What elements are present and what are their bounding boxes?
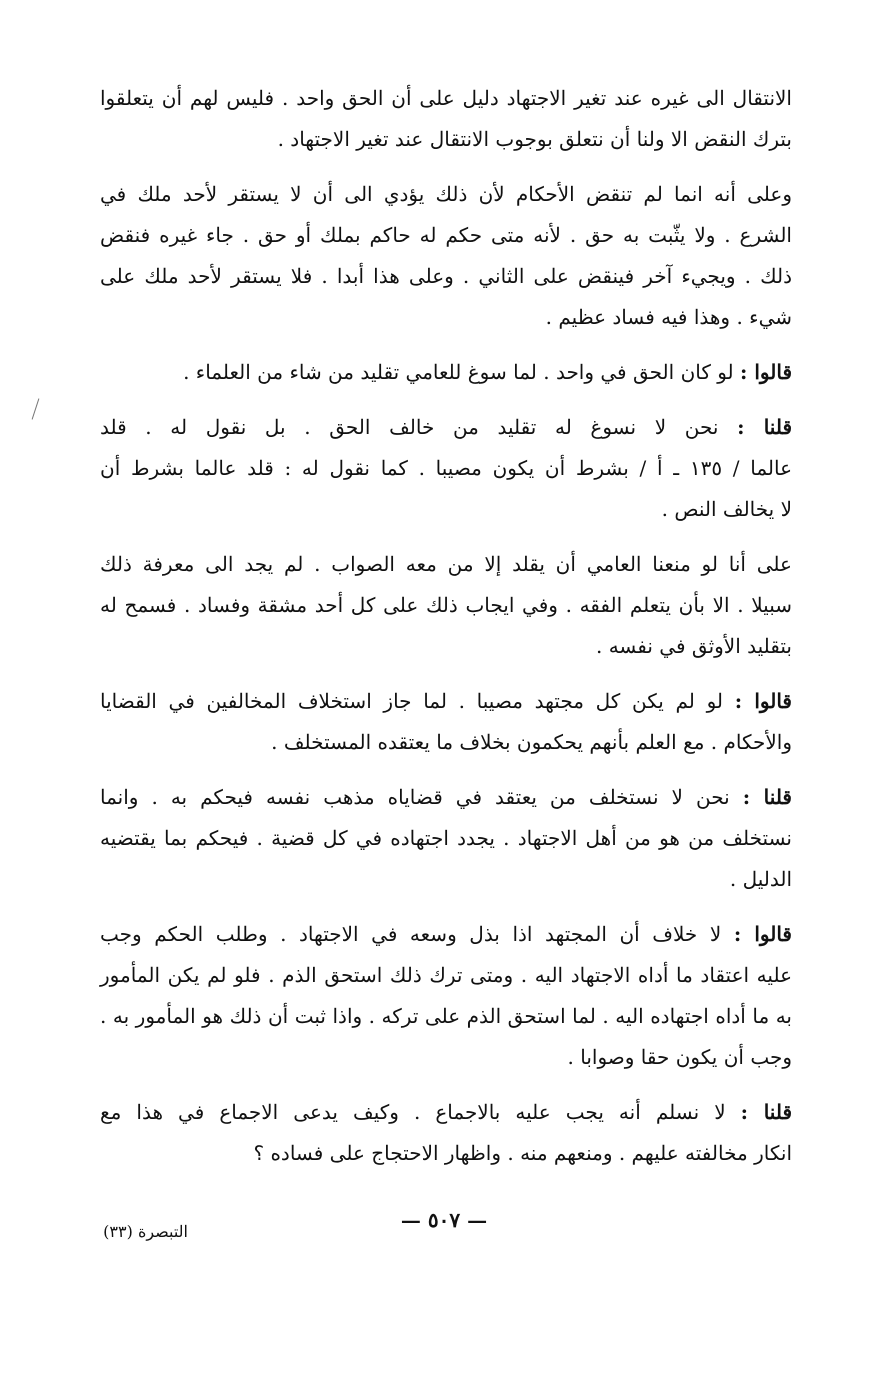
line-text: به ما أداه اجتهاده اليه . لما استحق الذم على تركه . واذا ثبت أن ذلك هو المأمور به . xyxy=(100,1004,792,1028)
paragraph xyxy=(100,544,792,667)
speaker-keyword: قلنا : xyxy=(740,1100,793,1124)
text-line xyxy=(100,256,792,297)
line-text: لا خلاف أن المجتهد اذا بذل وسعه في الاجتهاد . وطلب الحكم وجب xyxy=(100,922,734,946)
text-line xyxy=(100,955,792,996)
text-line xyxy=(100,777,792,818)
speaker-keyword: قلنا : xyxy=(737,415,793,439)
text-line xyxy=(100,626,792,667)
line-text: وعلى أنه انما لم تنقض الأحكام لأن ذلك يؤدي الى أن لا يستقر لأحد ملك في xyxy=(100,182,792,206)
line-text: نحن لا نسوغ له تقليد من خالف الحق . بل نقول له . قلد xyxy=(100,415,738,439)
text-line xyxy=(100,1037,792,1078)
text-line xyxy=(100,818,792,859)
line-text: عالما / ١٣٥ ـ أ / بشرط أن يكون مصيبا . كما نقول له : قلد عالما بشرط أن xyxy=(100,456,792,480)
paragraph xyxy=(100,407,792,530)
text-line xyxy=(100,1092,792,1133)
text-line xyxy=(100,215,792,256)
line-text: عليه اعتقاد ما أداه الاجتهاد اليه . ومتى ترك ذلك استحق الذم . فلو لم يكن المأمور xyxy=(100,963,792,987)
paragraph xyxy=(100,174,792,338)
text-line xyxy=(100,544,792,585)
text-line xyxy=(100,914,792,955)
text-line xyxy=(100,78,792,119)
text-line xyxy=(100,585,792,626)
line-text: انكار مخالفته عليهم . ومنعهم منه . واظهار الاحتجاج على فساده ؟ xyxy=(253,1141,792,1165)
line-text: سبيلا . الا بأن يتعلم الفقه . وفي ايجاب ذلك على كل أحد مشقة وفساد . فسمح له xyxy=(100,593,792,617)
line-text: لا نسلم أنه يجب عليه بالاجماع . وكيف يدعى الاجماع في هذا مع xyxy=(100,1100,741,1124)
line-text: على أنا لو منعنا العامي أن يقلد إلا من معه الصواب . لم يجد الى معرفة ذلك xyxy=(100,552,792,576)
text-line xyxy=(100,996,792,1037)
text-line xyxy=(100,859,792,900)
text-line xyxy=(100,722,792,763)
line-text: ذلك . ويجيء آخر فينقض على الثاني . وعلى هذا أبدا . فلا يستقر لأحد ملك على xyxy=(100,264,792,288)
speaker-keyword: قالوا : xyxy=(734,689,792,713)
body-text xyxy=(100,78,792,1188)
text-line xyxy=(100,174,792,215)
speaker-keyword: قالوا : xyxy=(740,360,792,384)
line-text: الدليل . xyxy=(729,867,792,891)
line-text: لا يخالف النص . xyxy=(661,497,792,521)
line-text: شيء . وهذا فيه فساد عظيم . xyxy=(545,305,792,329)
line-text: وجب أن يكون حقا وصوابا . xyxy=(567,1045,792,1069)
speaker-keyword: قالوا : xyxy=(733,922,792,946)
text-line xyxy=(100,407,792,448)
paragraph xyxy=(100,1092,792,1174)
line-text: الانتقال الى غيره عند تغير الاجتهاد دليل على أن الحق واحد . فليس لهم أن يتعلقوا xyxy=(100,86,792,110)
line-text: بترك النقض الا ولنا أن نتعلق بوجوب الانتقال عند تغير الاجتهاد . xyxy=(277,127,792,151)
line-text: الشرع . ولا يثّبت به حق . لأنه متى حكم له حاكم بملك أو حق . جاء غيره فنقض xyxy=(100,223,792,247)
text-line xyxy=(100,681,792,722)
signature-mark: التبصرة (٣٣) xyxy=(103,1222,188,1241)
page-number: — ٥٠٧ — xyxy=(400,1208,488,1232)
paragraph xyxy=(100,78,792,160)
text-line xyxy=(100,297,792,338)
text-line xyxy=(100,1133,792,1174)
margin-mark xyxy=(32,398,40,419)
text-line xyxy=(100,352,792,393)
paragraph xyxy=(100,914,792,1078)
line-text: لو كان الحق في واحد . لما سوغ للعامي تقليد من شاء من العلماء . xyxy=(183,360,741,384)
paragraph xyxy=(100,352,792,393)
speaker-keyword: قلنا : xyxy=(742,785,792,809)
line-text: والأحكام . مع العلم بأنهم يحكمون بخلاف ما يعتقده المستخلف . xyxy=(271,730,792,754)
paragraph xyxy=(100,777,792,900)
line-text: بتقليد الأوثق في نفسه . xyxy=(595,634,792,658)
paragraph xyxy=(100,681,792,763)
line-text: نحن لا نستخلف من يعتقد في قضاياه مذهب نفسه فيحكم به . وانما xyxy=(100,785,743,809)
text-line xyxy=(100,489,792,530)
line-text: لو لم يكن كل مجتهد مصيبا . لما جاز استخلاف المخالفين في القضايا xyxy=(100,689,735,713)
text-line xyxy=(100,448,792,489)
text-line xyxy=(100,119,792,160)
line-text: نستخلف من هو من أهل الاجتهاد . يجدد اجتهاده في كل قضية . فيحكم بما يقتضيه xyxy=(100,826,792,850)
